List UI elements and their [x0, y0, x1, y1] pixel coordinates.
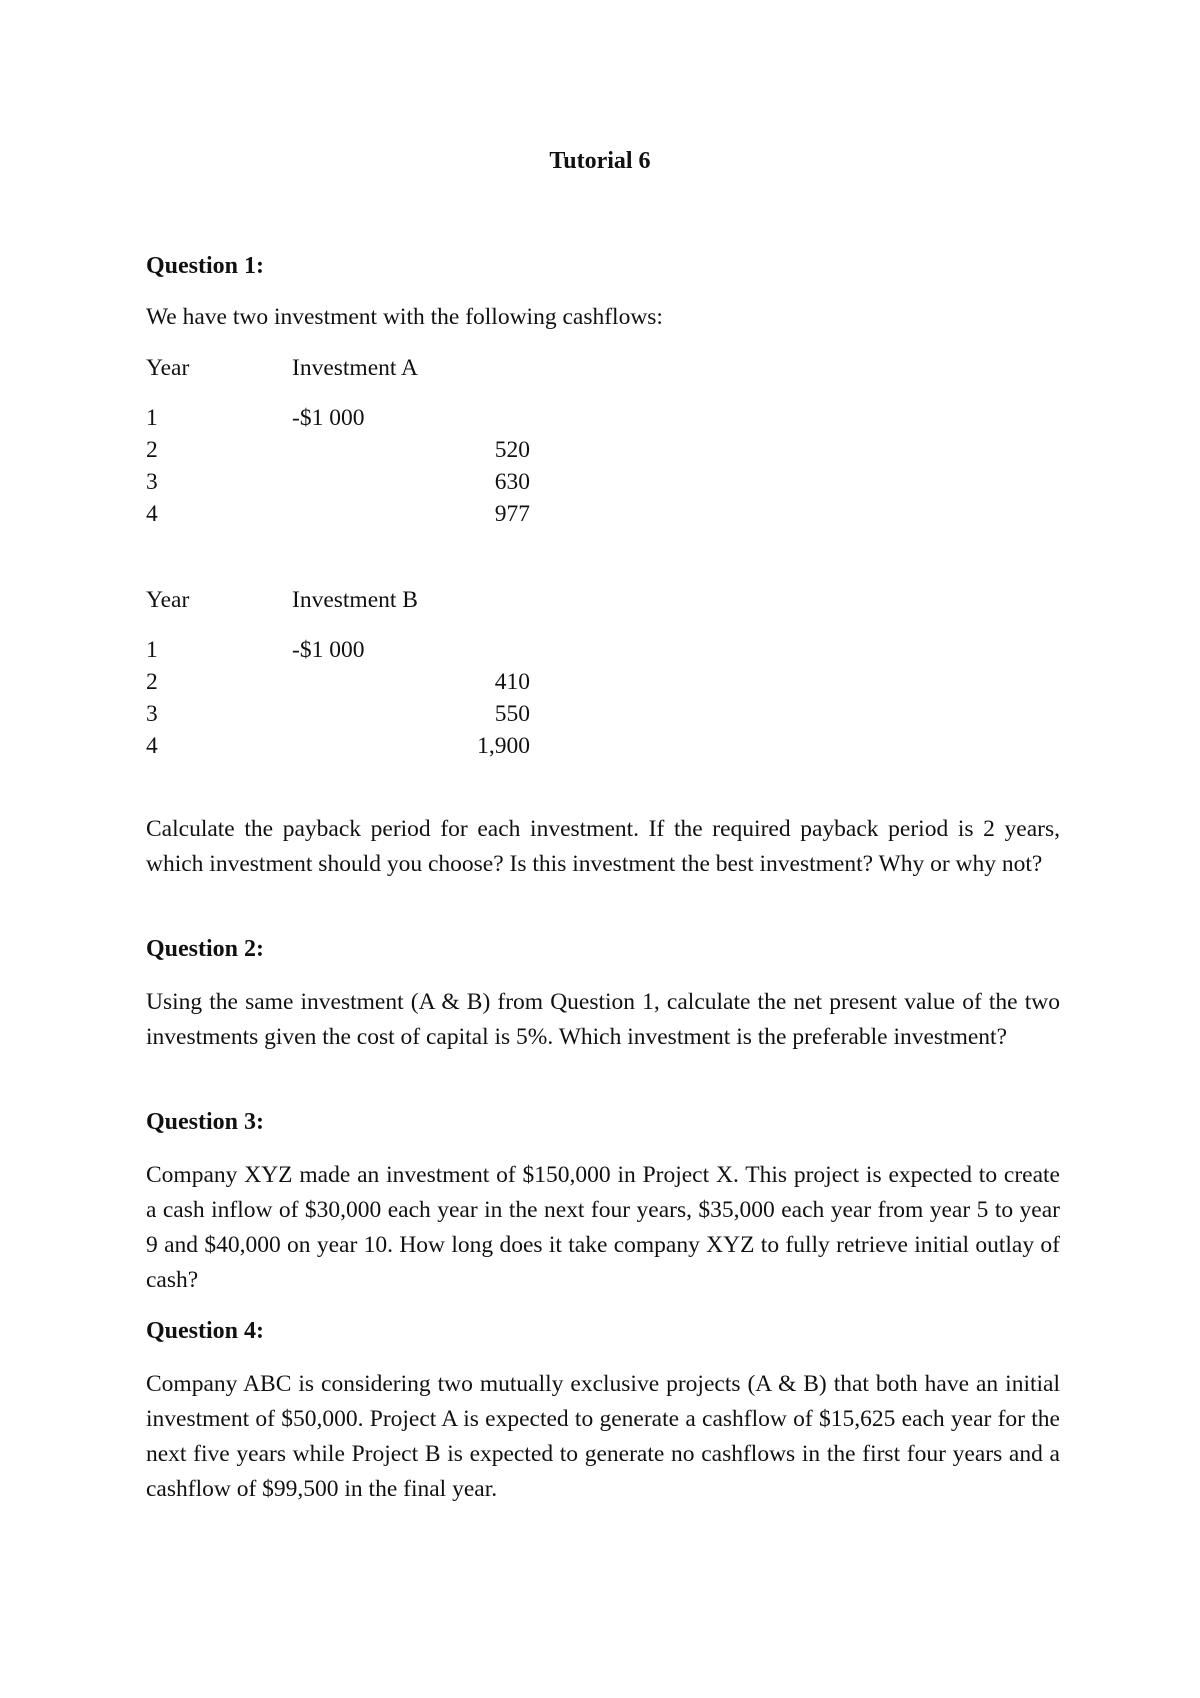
question-4-body: Company ABC is considering two mutually exclusive projects (A & B) that both have an initial investment of $50,000. Project A is expected to generate a cashflow of $15,625 each year for the next five years while Project B is expected to generate no cashflows in the first four years and a cashflow of $99,500 in the final year.: [146, 1371, 1060, 1502]
question-2-body: Using the same investment (A & B) from Question 1, calculate the net present value of the two investments given the cost of capital is 5%. Which investment is the preferable investment?: [146, 989, 1060, 1050]
investment-a-table: [146, 355, 546, 533]
year-cell: 4: [146, 733, 158, 759]
table-row: [146, 701, 546, 733]
question-3-body: Company XYZ made an investment of $150,000 in Project X. This project is expected to create a cash inflow of $30,000 each year in the next four years, $35,000 each year from year 5 to year 9 and $40,000 on year 10. How long does it take company XYZ to fully retrieve initial outlay of cash?: [146, 1162, 1060, 1293]
question-2-heading: Question 2:: [146, 936, 265, 962]
cashflow-cell: -$1 000: [292, 405, 365, 431]
cashflow-cell: 630: [494, 469, 530, 495]
page-title: Tutorial 6: [549, 148, 651, 174]
cashflow-cell: -$1 000: [292, 637, 365, 663]
table-row: [146, 469, 546, 501]
cashflow-cell: 520: [494, 437, 530, 463]
investment-b-table: [146, 587, 546, 765]
question-3-heading: Question 3:: [146, 1109, 265, 1135]
question-1-intro: We have two investment with the following cashflows:: [146, 304, 663, 330]
cashflow-cell: 410: [494, 669, 530, 695]
investment-b-column-header: Investment B: [292, 587, 418, 613]
table-row: [146, 733, 546, 765]
year-cell: 3: [146, 701, 158, 727]
year-cell: 3: [146, 469, 158, 495]
table-row: [146, 669, 546, 701]
table-row: [146, 437, 546, 469]
year-cell: 4: [146, 501, 158, 527]
year-cell: 1: [146, 405, 158, 431]
table-header: [146, 355, 546, 405]
question-1-body: Calculate the payback period for each investment. If the required payback period is 2 years, which investment should you choose? Is this investment the best investment? Why or why not?: [146, 816, 1060, 877]
table-row: [146, 501, 546, 533]
year-cell: 2: [146, 437, 158, 463]
year-cell: 2: [146, 669, 158, 695]
cashflow-cell: 977: [494, 501, 530, 527]
cashflow-cell: 550: [494, 701, 530, 727]
cashflow-cell: 1,900: [477, 733, 530, 759]
year-column-header: Year: [146, 587, 190, 613]
year-column-header: Year: [146, 355, 190, 381]
table-header: [146, 587, 546, 637]
table-row: [146, 405, 546, 437]
table-row: [146, 637, 546, 669]
question-1-heading: Question 1:: [146, 253, 265, 279]
question-4-heading: Question 4:: [146, 1318, 265, 1344]
investment-a-column-header: Investment A: [292, 355, 418, 381]
year-cell: 1: [146, 637, 158, 663]
